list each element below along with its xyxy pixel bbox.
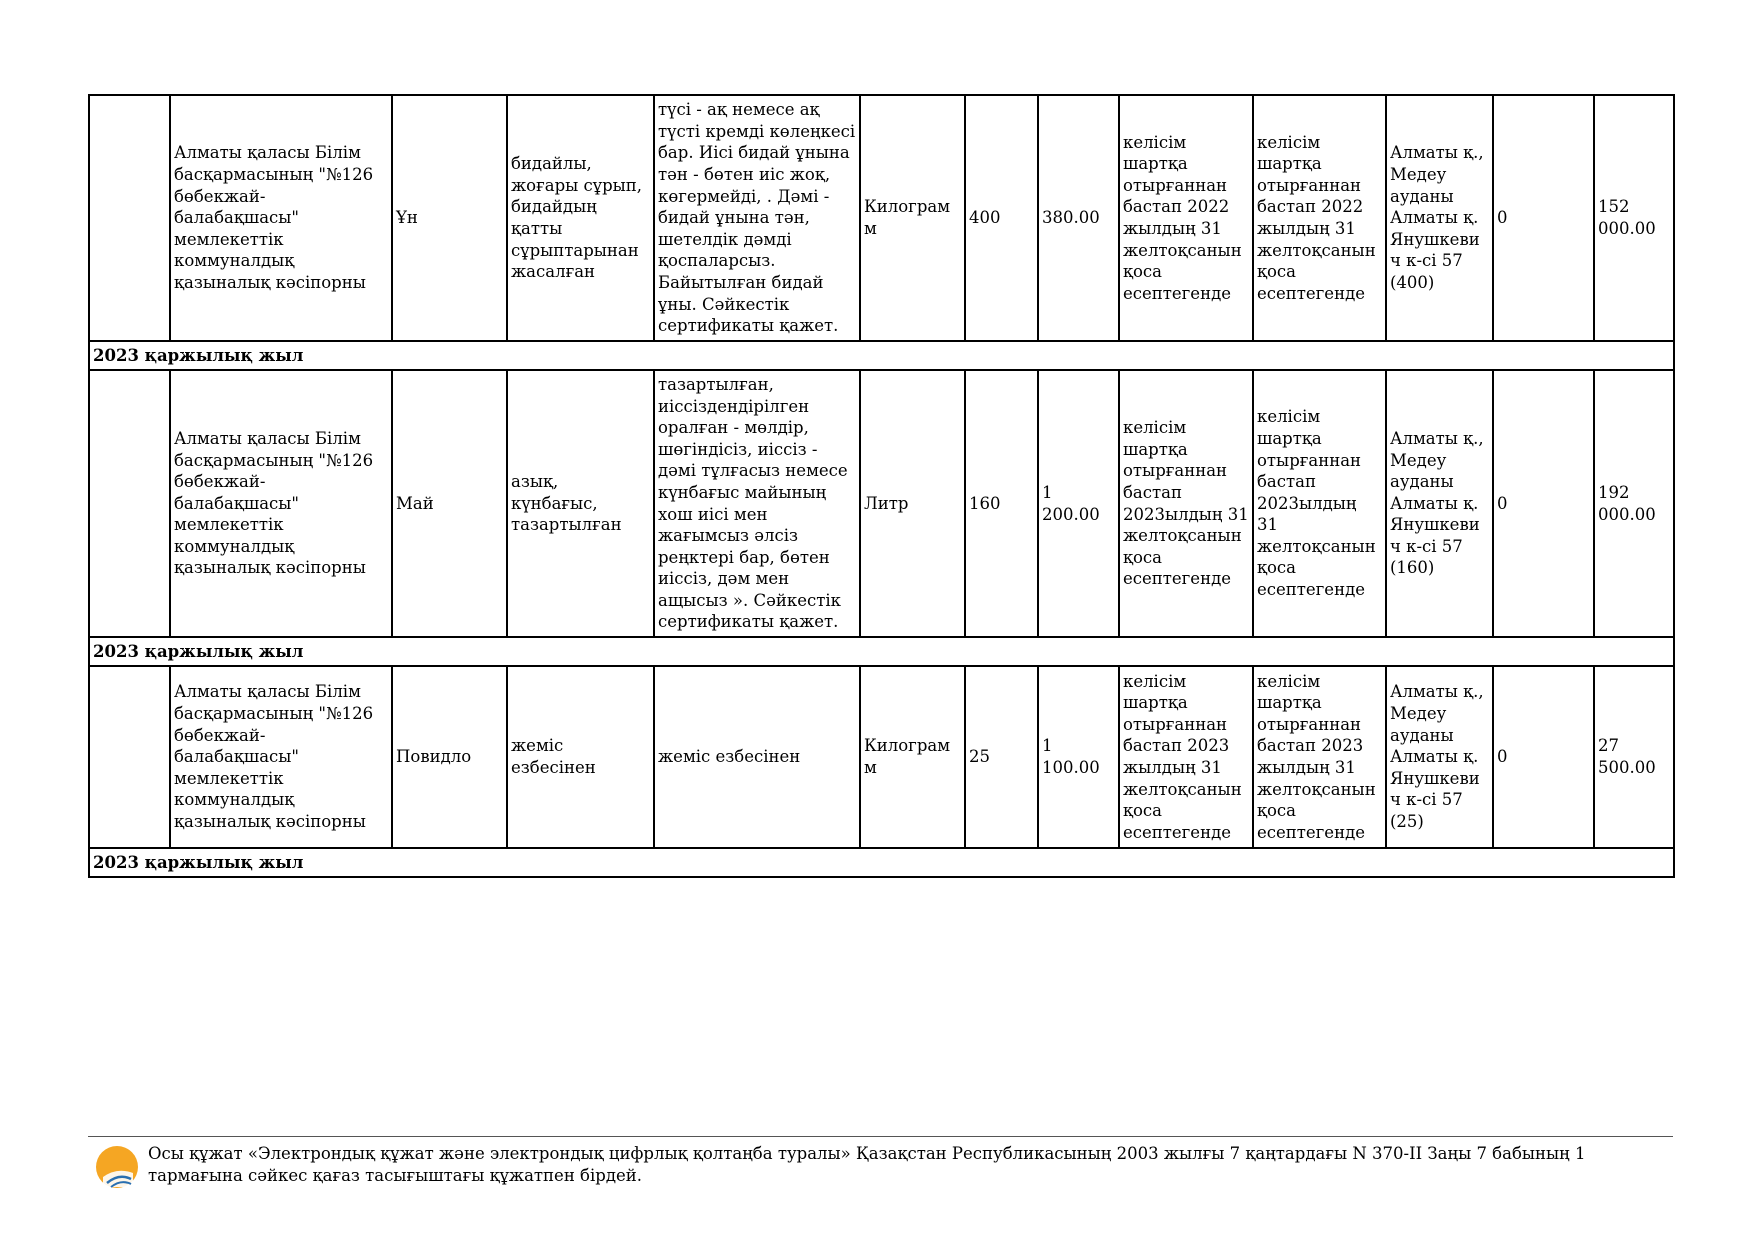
short-description-cell: жеміс езбесінен <box>507 666 654 848</box>
year-label: 2023 қаржылық жыл <box>89 341 1674 370</box>
price-cell: 1 100.00 <box>1038 666 1119 848</box>
delivery-place-cell: Алматы қ., Медеу ауданы Алматы қ. Янушкевич к-сі 57 (400) <box>1386 95 1493 341</box>
short-description-cell: бидайлы, жоғары сұрып, бидайдың қатты сұрыптарынан жасалған <box>507 95 654 341</box>
full-description-cell: жеміс езбесінен <box>654 666 860 848</box>
year-label: 2023 қаржылық жыл <box>89 848 1674 877</box>
price-cell: 1 200.00 <box>1038 370 1119 637</box>
delivery-term-2-cell: келісім шартқа отырғаннан бастап 2022 жылдың 31 желтоқсанын қоса есептегенде <box>1253 95 1386 341</box>
price-cell: 380.00 <box>1038 95 1119 341</box>
document-footer <box>88 1136 1673 1185</box>
delivery-term-2-cell: келісім шартқа отырғаннан бастап 2023 жылдың 31 желтоқсанын қоса есептегенде <box>1253 666 1386 848</box>
delivery-place-cell: Алматы қ., Медеу ауданы Алматы қ. Янушкевич к-сі 57 (160) <box>1386 370 1493 637</box>
customer-cell: Алматы қаласы Білім басқармасының "№126 бөбекжай-балабақшасы" мемлекеттік коммуналдық қазыналық кәсіпорны <box>170 95 392 341</box>
table-row <box>89 666 1674 848</box>
short-description-cell: азық, күнбағыс, тазартылған <box>507 370 654 637</box>
advance-cell: 0 <box>1493 95 1594 341</box>
quantity-cell: 400 <box>965 95 1038 341</box>
quantity-cell: 160 <box>965 370 1038 637</box>
advance-cell: 0 <box>1493 370 1594 637</box>
delivery-term-cell: келісім шартқа отырғаннан бастап 2023ылдың 31 желтоқсанын қоса есептегенде <box>1119 370 1253 637</box>
row-number-cell <box>89 666 170 848</box>
customer-cell: Алматы қаласы Білім басқармасының "№126 бөбекжай-балабақшасы" мемлекеттік коммуналдық қазыналық кәсіпорны <box>170 666 392 848</box>
amount-cell: 192 000.00 <box>1594 370 1674 637</box>
year-row <box>89 341 1674 370</box>
amount-cell: 152 000.00 <box>1594 95 1674 341</box>
delivery-place-cell: Алматы қ., Медеу ауданы Алматы қ. Янушкевич к-сі 57 (25) <box>1386 666 1493 848</box>
table-row <box>89 370 1674 637</box>
advance-cell: 0 <box>1493 666 1594 848</box>
delivery-term-2-cell: келісім шартқа отырғаннан бастап 2023ылдың 31 желтоқсанын қоса есептегенде <box>1253 370 1386 637</box>
amount-cell: 27 500.00 <box>1594 666 1674 848</box>
footer-legal-text: Осы құжат «Электрондық құжат және электрондық цифрлық қолтаңба туралы» Қазақстан Республикасының 2003 жылғы 7 қаңтардағы N 370-II Заңы 7 бабының 1 тармағына сәйкес қағаз тасығыштағы құжатпен бірдей. <box>148 1144 1586 1185</box>
full-description-cell: тазартылған, иіссіздендірілген оралған - мөлдір, шөгіндісіз, иіссіз - дәмі тұлғасыз немесе күнбағыс майының хош иісі мен жағымсыз әлсіз реңктері бар, бөтен иіссіз, дәм мен ащысыз ». Сәйкестік сертификаты қажет. <box>654 370 860 637</box>
year-label: 2023 қаржылық жыл <box>89 637 1674 666</box>
customer-cell: Алматы қаласы Білім басқармасының "№126 бөбекжай-балабақшасы" мемлекеттік коммуналдық қазыналық кәсіпорны <box>170 370 392 637</box>
product-name-cell: Май <box>392 370 507 637</box>
row-number-cell <box>89 95 170 341</box>
product-name-cell: Повидло <box>392 666 507 848</box>
procurement-table <box>88 94 1675 878</box>
full-description-cell: түсі - ақ немесе ақ түсті кремді көлеңкесі бар. Иісі бидай ұнына тән - бөтен иіс жоқ, көгермейді, . Дәмі - бидай ұнына тән, шетелдік дәмді қоспаларсыз. Байытылған бидай ұны. Сәйкестік сертификаты қажет. <box>654 95 860 341</box>
product-name-cell: Ұн <box>392 95 507 341</box>
row-number-cell <box>89 370 170 637</box>
delivery-term-cell: келісім шартқа отырғаннан бастап 2022 жылдың 31 желтоқсанын қоса есептегенде <box>1119 95 1253 341</box>
unit-cell: Литр <box>860 370 965 637</box>
year-row <box>89 848 1674 877</box>
year-row <box>89 637 1674 666</box>
delivery-term-cell: келісім шартқа отырғаннан бастап 2023 жылдың 31 желтоқсанын қоса есептегенде <box>1119 666 1253 848</box>
unit-cell: Килограмм <box>860 95 965 341</box>
egov-logo-icon <box>93 1143 141 1191</box>
unit-cell: Килограмм <box>860 666 965 848</box>
quantity-cell: 25 <box>965 666 1038 848</box>
table-row <box>89 95 1674 341</box>
